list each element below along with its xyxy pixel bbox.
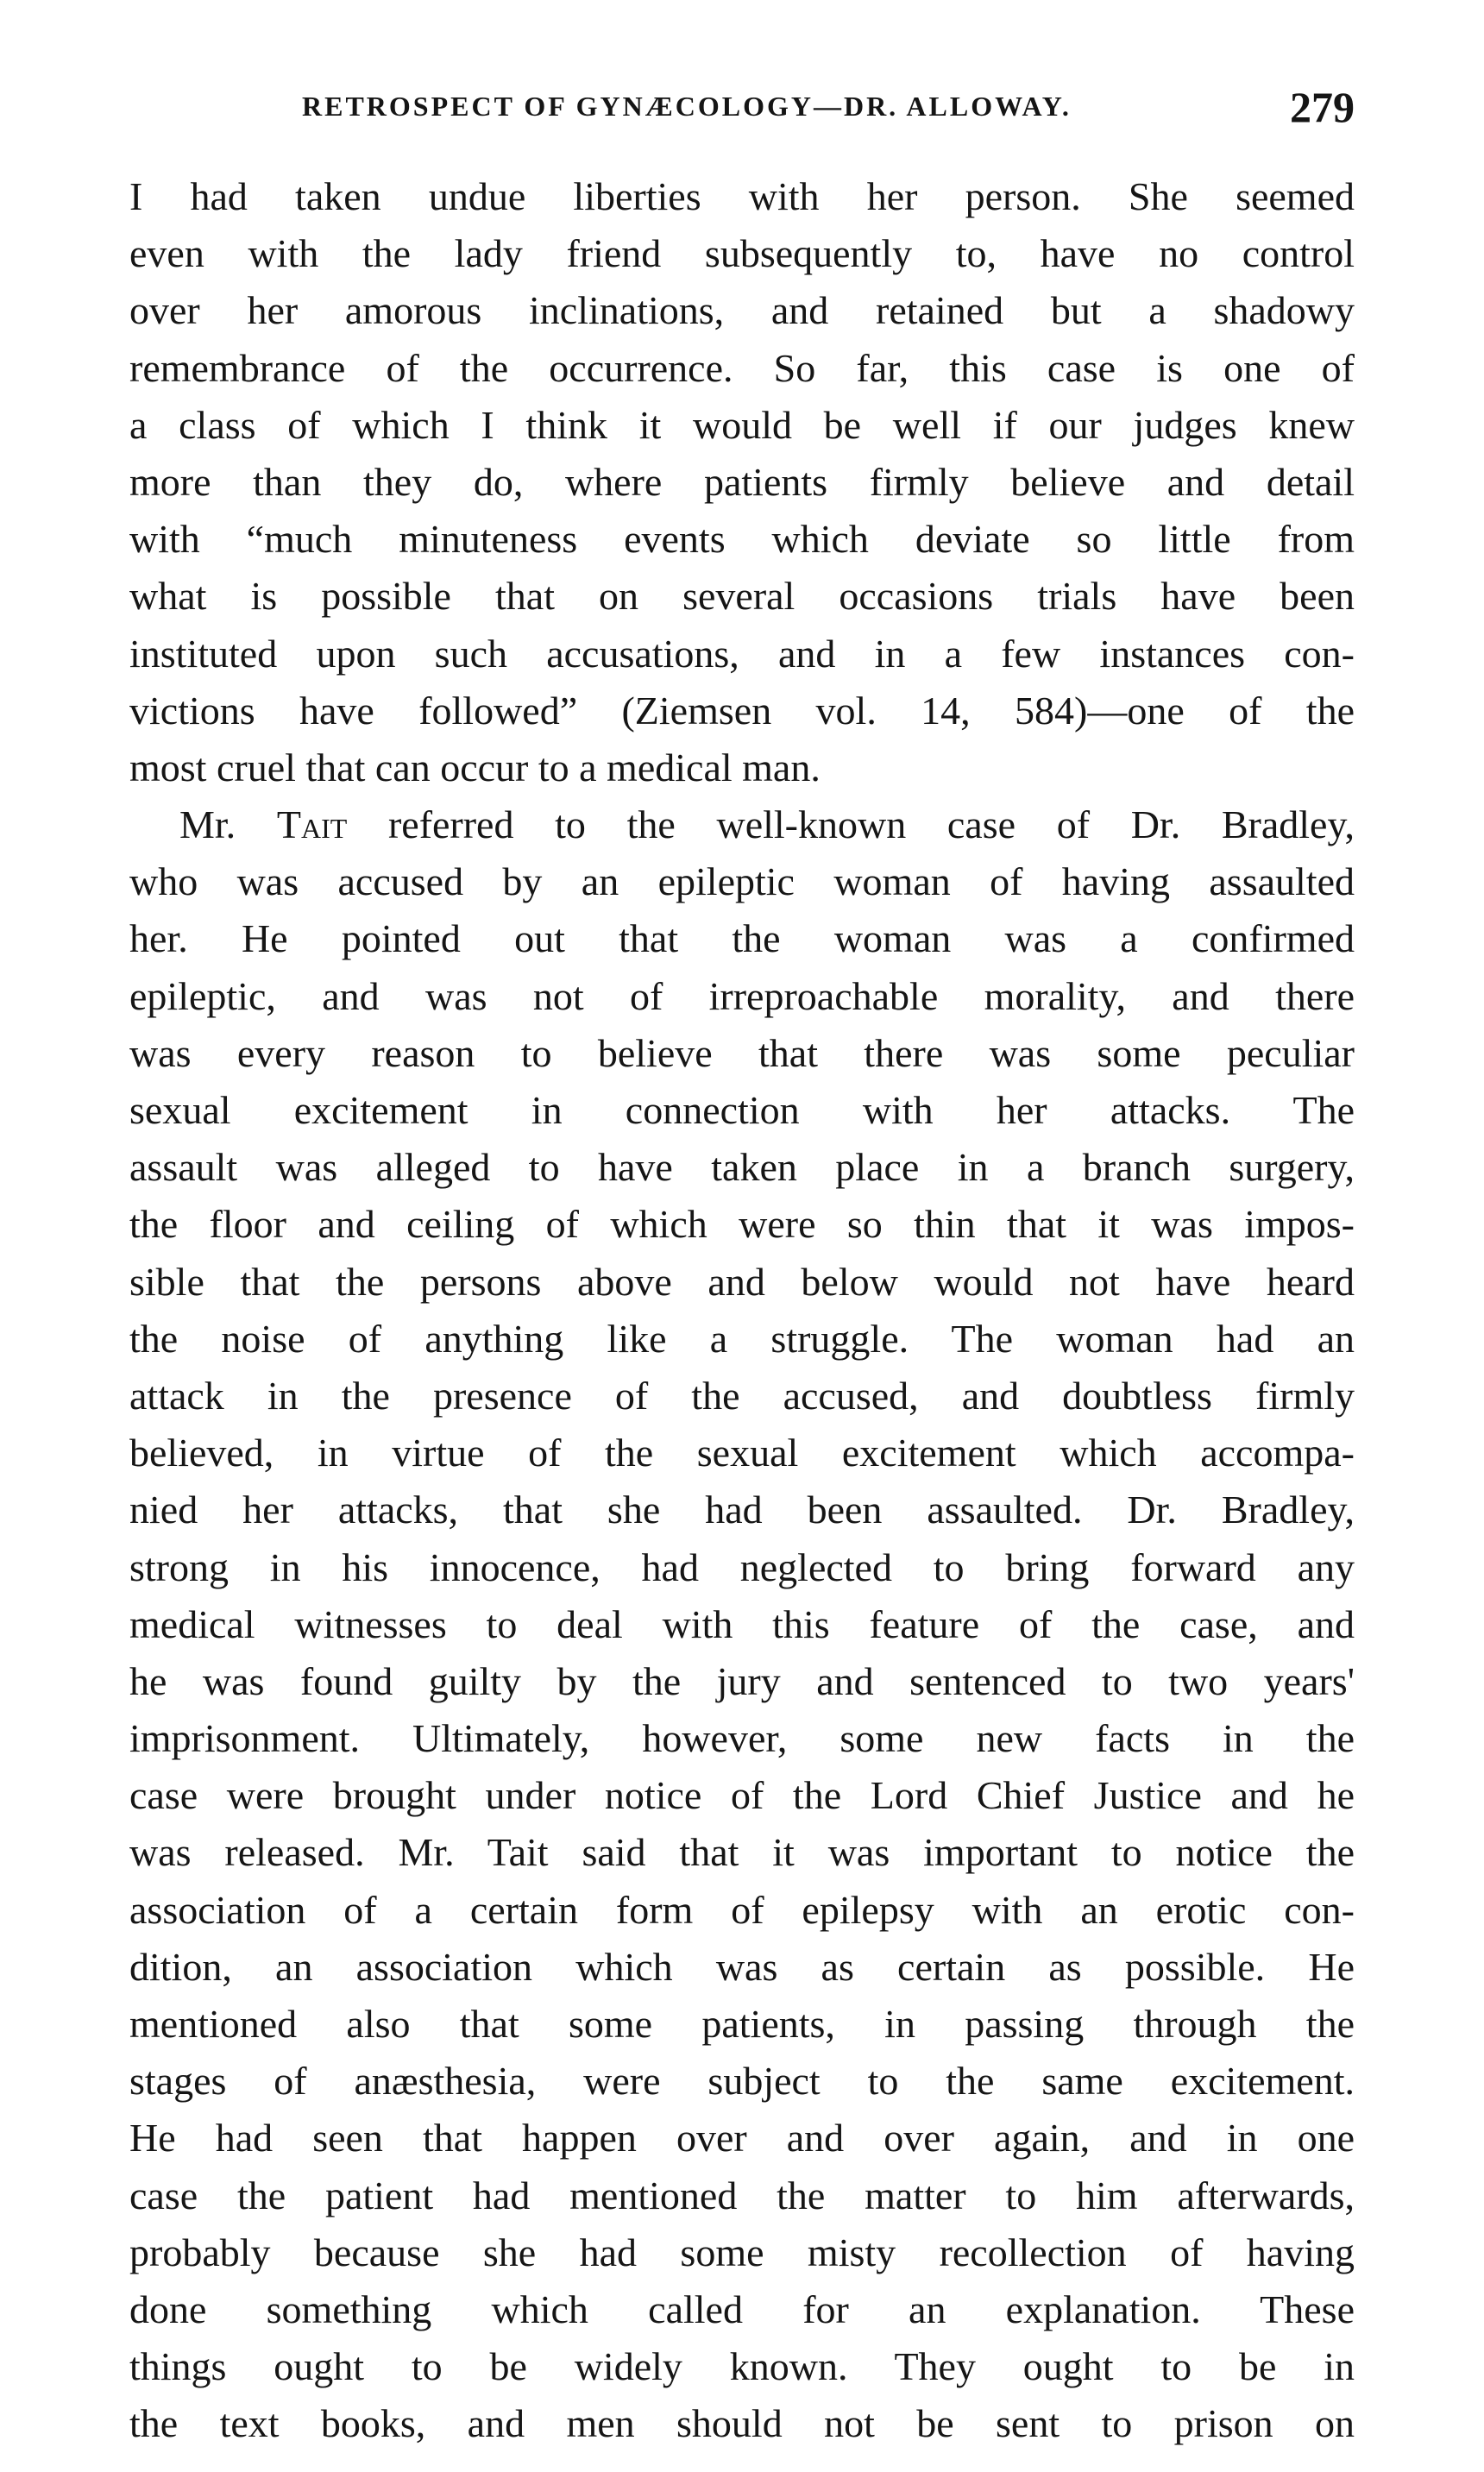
text-line: things ought to be widely known. They ought to be in [129, 2344, 1355, 2389]
text-line: remembrance of the occurrence. So far, this case is one of [129, 345, 1355, 390]
speaker-title: Mr. [179, 802, 236, 847]
text-line: nied her attacks, that she had been assaulted. Dr. Bradley, [129, 1488, 1355, 1532]
running-header [129, 82, 1355, 134]
text-line: sexual excitement in connection with her attacks. The [129, 1088, 1355, 1132]
text-line: victions have followed” (Ziemsen vol. 14, 584)—one of the [129, 688, 1355, 733]
text-line: done something which called for an explanation. These [129, 2286, 1355, 2331]
text-line: association of a certain form of epilepsy with an erotic con- [129, 1887, 1355, 1932]
text-line: imprisonment. Ultimately, however, some new facts in the [129, 1716, 1355, 1761]
first-line-text: referred to the well-known case of Dr. Bradley, [387, 802, 1355, 847]
page-number: 279 [1290, 83, 1355, 131]
text-line: He had seen that happen over and over again, and in one [129, 2116, 1355, 2161]
speaker-name: Tait [276, 802, 348, 847]
text-line: was every reason to believe that there was some peculiar [129, 1030, 1355, 1075]
body-text [129, 168, 1355, 2453]
text-line: her. He pointed out that the woman was a confirmed [129, 916, 1355, 961]
text-line: case the patient had mentioned the matter to him afterwards, [129, 2173, 1355, 2217]
text-line: believed, in virtue of the sexual excitement which accompa- [129, 1431, 1355, 1475]
paragraph-first-line [129, 796, 1355, 853]
text-line: a class of which I think it would be well if our judges knew [129, 402, 1355, 447]
text-line: case were brought under notice of the Lord Chief Justice and he [129, 1773, 1355, 1818]
text-line: epileptic, and was not of irreproachable morality, and there [129, 973, 1355, 1018]
text-line: most cruel that can occur to a medical man. [129, 745, 821, 789]
text-line: what is possible that on several occasions trials have been [129, 574, 1355, 619]
text-line: stages of anæsthesia, were subject to the same excitement. [129, 2059, 1355, 2104]
text-line: with “much minuteness events which deviate so little from [129, 517, 1355, 562]
text-line: more than they do, where patients firmly believe and detail [129, 459, 1355, 504]
book-page [129, 0, 1355, 2472]
text-line: was released. Mr. Tait said that it was important to notice the [129, 1830, 1355, 1875]
text-line: who was accused by an epileptic woman of having assaulted [129, 859, 1355, 904]
text-line: medical witnesses to deal with this feature of the case, and [129, 1601, 1355, 1646]
text-line: I had taken undue liberties with her person. She seemed [129, 174, 1355, 218]
text-line: sible that the persons above and below would not have heard [129, 1259, 1355, 1304]
text-line: the noise of anything like a struggle. The woman had an [129, 1316, 1355, 1361]
text-line: the text books, and men should not be sent to prison on [129, 2401, 1355, 2446]
text-line: attack in the presence of the accused, and doubtless firmly [129, 1373, 1355, 1418]
text-line: probably because she had some misty recollection of having [129, 2230, 1355, 2274]
text-line: even with the lady friend subsequently to, have no control [129, 231, 1355, 276]
text-line: he was found guilty by the jury and sentenced to two years' [129, 1658, 1355, 1703]
text-line: strong in his innocence, had neglected to bring forward any [129, 1544, 1355, 1589]
text-line: dition, an association which was as certain as possible. He [129, 1944, 1355, 1989]
text-line: the floor and ceiling of which were so thin that it was impos- [129, 1202, 1355, 1247]
text-line: over her amorous inclinations, and retained but a shadowy [129, 288, 1355, 333]
text-line: instituted upon such accusations, and in a few instances con- [129, 631, 1355, 676]
running-title: RETROSPECT OF GYNÆCOLOGY—DR. ALLOWAY. [302, 91, 1072, 122]
text-line: mentioned also that some patients, in passing through the [129, 2002, 1355, 2046]
text-line: assault was alleged to have taken place in a branch surgery, [129, 1145, 1355, 1190]
